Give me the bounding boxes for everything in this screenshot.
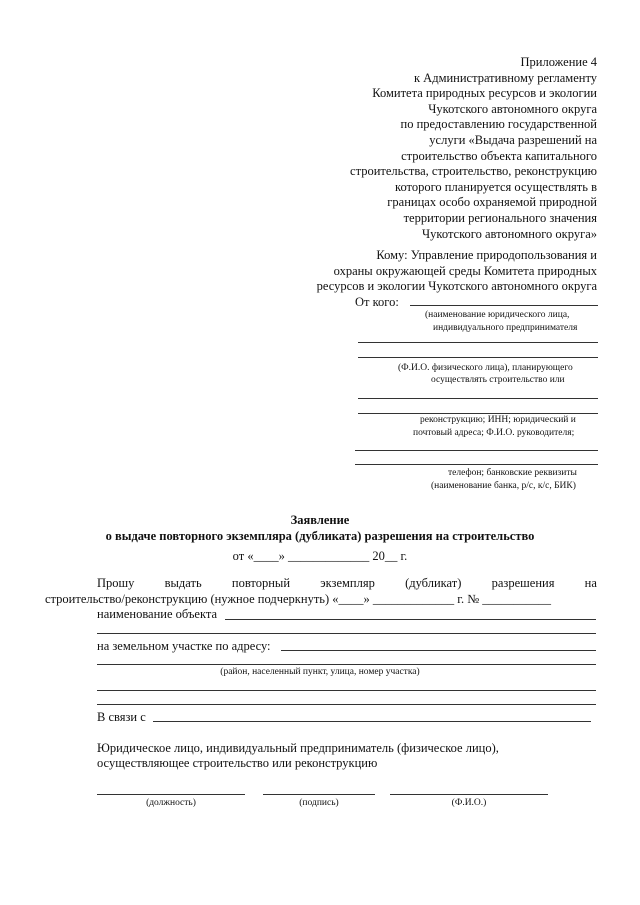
from-field-7[interactable] (355, 464, 598, 465)
document-subtitle: о выдаче повторного экземпляра (дубликата) разрешения на строительство (105, 529, 535, 543)
header-line: услуги «Выдача разрешений на (429, 132, 597, 147)
full-name-caption: (Ф.И.О.) (451, 798, 487, 808)
header-line: строительство объекта капитального (401, 148, 597, 163)
hint-phone: телефон; банковские реквизиты (448, 468, 577, 478)
request-word: экземпляр (320, 576, 375, 590)
hint-person: (Ф.И.О. физического лица), планирующего (398, 363, 573, 373)
request-word: (дубликат) (405, 576, 462, 590)
object-label: наименование объекта (97, 607, 218, 621)
from-label: От кого: (355, 295, 399, 309)
position-field[interactable] (97, 794, 245, 795)
from-field-4[interactable] (358, 398, 598, 399)
full-name-field[interactable] (390, 794, 548, 795)
header-line: Чукотского автономного округа» (422, 226, 597, 241)
signature-field[interactable] (263, 794, 375, 795)
request-word: на (584, 576, 597, 590)
object-name-field[interactable] (225, 619, 596, 620)
hint-building: осуществлять строительство или (431, 375, 565, 385)
hint-bank: (наименование банка, р/с, к/с, БИК) (431, 481, 576, 491)
header-line: Приложение 4 (520, 55, 597, 69)
recipient-line: охраны окружающей среды Комитета природных (333, 263, 597, 278)
from-field-3[interactable] (358, 357, 598, 358)
position-caption: (должность) (146, 798, 196, 808)
header-line: к Административному регламенту (413, 70, 597, 85)
reason-field[interactable] (153, 721, 591, 722)
address-field-4[interactable] (97, 704, 596, 705)
address-field-2[interactable] (97, 664, 596, 665)
request-line-1 (97, 575, 597, 591)
address-field-3[interactable] (97, 690, 596, 691)
header-line: по предоставлению государственной (400, 117, 597, 132)
request-word: разрешения (491, 576, 555, 590)
appendix-header (350, 55, 597, 242)
request-word: Прошу (97, 576, 135, 590)
reason-label: В связи с (97, 710, 146, 724)
hint-entrepreneur: индивидуального предпринимателя (433, 323, 578, 333)
address-hint: (район, населенный пункт, улица, номер участка) (220, 667, 420, 677)
applicant-line-2: осуществляющее строительство или реконструкцию (97, 756, 378, 770)
object-name-field-2[interactable] (97, 633, 596, 634)
header-line: Комитета природных ресурсов и экологии (372, 86, 597, 101)
header-line: Чукотского автономного округа (428, 101, 597, 116)
recipient-line: Кому: Управление природопользования и (376, 248, 597, 262)
header-line: строительства, строительство, реконструкцию (350, 164, 597, 179)
date-line: от «____» _____________ 20__ г. (232, 549, 408, 563)
request-line-2: строительство/реконструкцию (нужное подчеркнуть) «____» _____________ г. № ___________ (45, 592, 552, 606)
recipient-line: ресурсов и экологии Чукотского автономного округа (316, 279, 597, 294)
recipient-block (317, 248, 597, 295)
hint-addresses: почтовый адреса; Ф.И.О. руководителя; (413, 428, 575, 438)
address-label: на земельном участке по адресу: (97, 639, 271, 653)
from-field[interactable] (410, 305, 598, 306)
from-field-6[interactable] (355, 450, 598, 451)
applicant-line-1: Юридическое лицо, индивидуальный предприниматель (физическое лицо), (97, 741, 499, 755)
signature-caption: (подпись) (299, 798, 339, 808)
header-line: которого планируется осуществлять в (395, 179, 597, 194)
request-word: повторный (231, 576, 291, 590)
address-field[interactable] (281, 650, 596, 651)
request-word: выдать (164, 576, 202, 590)
header-line: территории регионального значения (403, 210, 597, 225)
from-field-2[interactable] (358, 342, 598, 343)
document-title: Заявление (290, 513, 350, 527)
hint-inn: реконструкцию; ИНН; юридический и (420, 415, 576, 425)
hint-legal-entity: (наименование юридического лица, (425, 310, 570, 320)
header-line: границах особо охраняемой природной (387, 195, 597, 210)
